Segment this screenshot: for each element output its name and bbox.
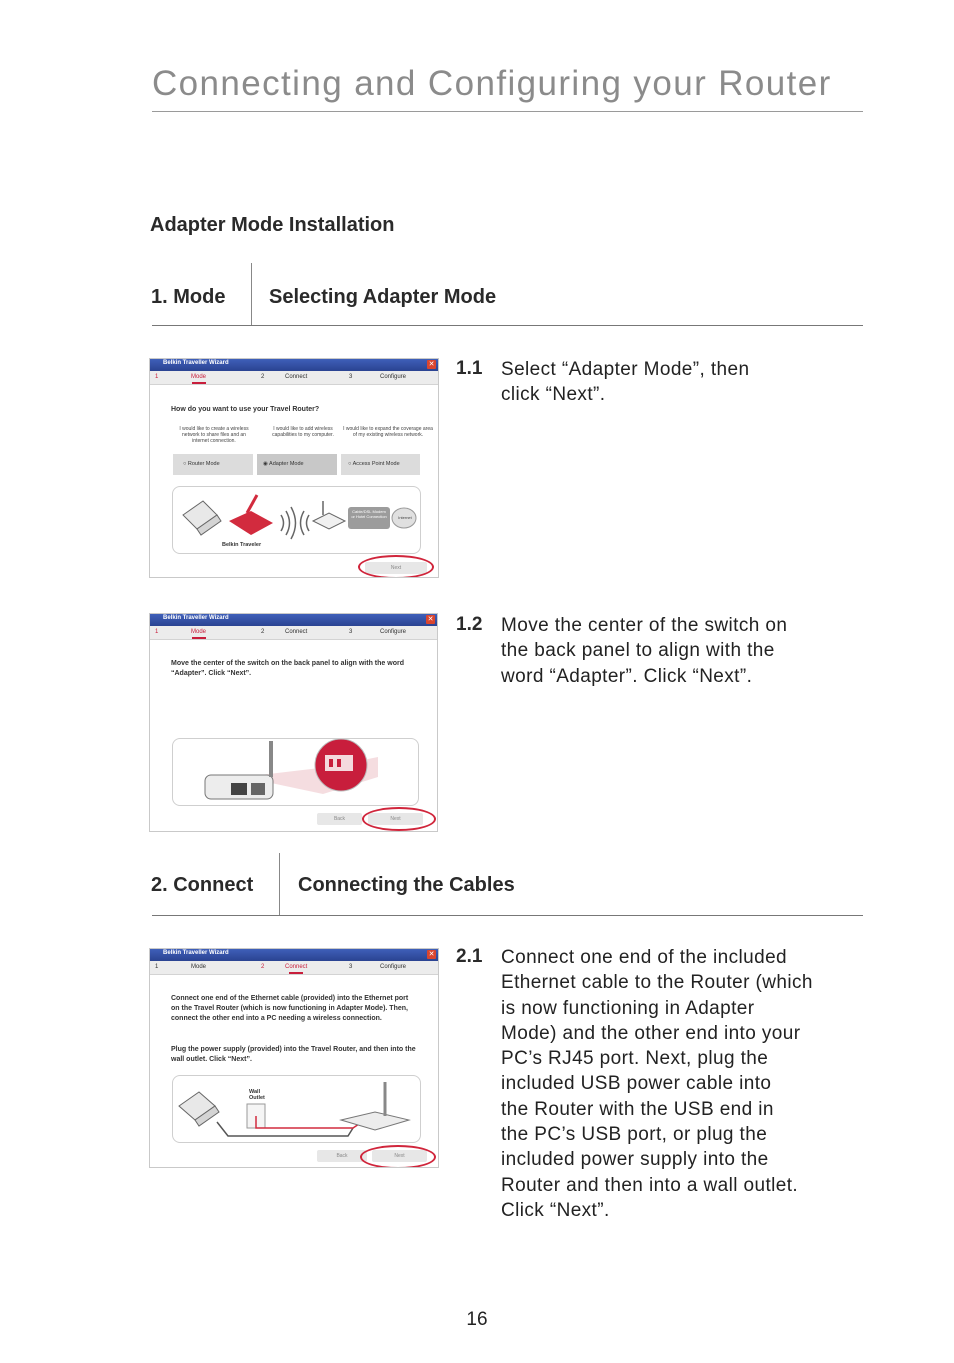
wizard-tabs xyxy=(150,371,438,385)
internet-label: Internet xyxy=(398,515,412,520)
step-text-line: the PC’s USB port, or plug the xyxy=(501,1124,768,1146)
section-heading: Adapter Mode Installation xyxy=(150,214,395,236)
step-text-line: PC’s RJ45 port. Next, plug the xyxy=(501,1048,769,1070)
back-button[interactable]: Back xyxy=(317,813,362,825)
wizard-screenshot-switch xyxy=(149,613,438,832)
highlight-circle xyxy=(362,807,436,831)
back-button[interactable]: Back xyxy=(317,1150,367,1162)
laptop-icon xyxy=(183,501,221,535)
tab-connect[interactable]: Connect xyxy=(285,964,308,970)
radio-icon: ○ xyxy=(348,461,352,467)
step-text-line: Move the center of the switch on xyxy=(501,615,788,636)
laptop-icon xyxy=(179,1092,219,1126)
ethernet-cable xyxy=(217,1122,353,1136)
step-text-line: is now functioning in Adapter xyxy=(501,997,755,1019)
section-1-number: 1. Mode xyxy=(151,286,226,308)
wizard-screenshot-mode-select xyxy=(149,358,439,578)
step-text-line: included power supply into the xyxy=(501,1149,769,1171)
tab-1-number: 1 xyxy=(155,374,159,380)
cable-diagram xyxy=(172,1075,421,1143)
wizard-title: Belkin Traveller Wizard xyxy=(163,360,229,366)
wizard-title: Belkin Traveller Wizard xyxy=(163,615,229,621)
next-button[interactable]: Next xyxy=(372,1150,427,1162)
close-icon[interactable]: ✕ xyxy=(428,361,435,368)
tab-configure[interactable]: Configure xyxy=(380,374,407,380)
tab-3-number: 3 xyxy=(349,964,353,970)
wizard-question: How do you want to use your Travel Router? xyxy=(171,406,320,413)
wizard-title-bar xyxy=(150,614,437,626)
radio-selected-icon: ◉ xyxy=(263,461,268,467)
highlight-circle xyxy=(358,555,434,578)
wizard-tabs xyxy=(150,961,438,975)
tab-underline xyxy=(192,382,206,384)
wizard-instruction: Connect one end of the Ethernet cable (provided) into the Ethernet port on the Travel Router (which is now functioning in Adapter Mode). Then, connect the other end into a PC needing a wireless connection. xyxy=(171,995,409,1022)
wifi-signal-icon xyxy=(281,507,309,539)
network-illustration xyxy=(173,487,420,553)
power-cable xyxy=(256,1116,359,1128)
tab-3-number: 3 xyxy=(349,629,353,635)
step-text-line: Select “Adapter Mode”, then xyxy=(501,359,750,380)
step-text-line: the back panel to align with the xyxy=(501,640,775,662)
highlight-circle xyxy=(360,1145,436,1168)
access-point-option[interactable] xyxy=(341,454,420,475)
tab-configure[interactable]: Configure xyxy=(380,629,407,635)
switch-zoom-icon xyxy=(315,739,367,791)
close-icon[interactable]: ✕ xyxy=(427,616,434,623)
tab-1-number: 1 xyxy=(155,964,159,970)
device-label: Belkin Traveler xyxy=(222,542,262,548)
step-text-line: Mode) and the other end into your xyxy=(501,1022,801,1044)
tab-mode[interactable]: Mode xyxy=(191,964,207,970)
access-point-device-icon xyxy=(313,501,345,529)
step-1-1-text xyxy=(501,357,749,408)
wizard-title-bar xyxy=(150,359,438,371)
step-text-line: Click “Next”. xyxy=(501,1199,610,1221)
tab-underline xyxy=(192,637,206,639)
section-2-title: Connecting the Cables xyxy=(298,874,515,896)
wizard-tabs xyxy=(150,626,437,640)
wizard-title-bar xyxy=(150,949,438,961)
step-1-1-number: 1.1 xyxy=(456,358,483,379)
step-text-line: Router and then into a wall outlet. xyxy=(501,1174,799,1196)
wizard-title: Belkin Traveller Wizard xyxy=(163,950,229,956)
section-1-title: Selecting Adapter Mode xyxy=(269,286,497,308)
belkin-traveler-router-icon xyxy=(229,495,273,535)
wall-outlet-label: Wall Outlet xyxy=(249,1089,265,1101)
step-1-2-number: 1.2 xyxy=(456,614,483,635)
tab-2-number: 2 xyxy=(261,629,265,635)
page-title: Connecting and Configuring your Router xyxy=(152,64,832,103)
next-button[interactable]: Next xyxy=(368,813,423,825)
title-divider xyxy=(152,111,863,112)
router-mode-option[interactable] xyxy=(173,454,253,475)
tab-connect[interactable]: Connect xyxy=(285,629,308,635)
step-text-line: the Router with the USB end in xyxy=(501,1098,774,1120)
tab-mode[interactable]: Mode xyxy=(191,374,207,380)
section-1-rule xyxy=(152,325,863,326)
tab-2-number: 2 xyxy=(261,374,265,380)
adapter-mode-option[interactable] xyxy=(257,454,337,475)
step-text-line: Connect one end of the included xyxy=(501,947,787,968)
step-text-line: click “Next”. xyxy=(501,384,606,406)
page-number: 16 xyxy=(466,1309,488,1330)
switch-diagram xyxy=(172,738,419,806)
option-label: Access Point Mode xyxy=(352,461,400,467)
wizard-screenshot-connect xyxy=(149,948,439,1168)
next-button[interactable]: Next xyxy=(365,562,427,574)
router-back-panel-icon xyxy=(205,741,273,799)
wizard-instruction: Plug the power supply (provided) into the Travel Router, and then into the wall outlet. Click “Next”. xyxy=(171,1046,416,1063)
step-text-line: word “Adapter”. Click “Next”. xyxy=(501,665,753,687)
wizard-instruction: Move the center of the switch on the back panel to align with the word “Adapter”. Click “Next”. xyxy=(171,660,404,677)
switch-illustration xyxy=(173,739,418,805)
section-2-number: 2. Connect xyxy=(151,874,254,896)
tab-configure[interactable]: Configure xyxy=(380,964,407,970)
section-2-rule xyxy=(152,915,863,916)
step-1-2-text xyxy=(501,613,787,689)
step-text-line: included USB power cable into xyxy=(501,1073,772,1095)
tab-underline xyxy=(289,972,303,974)
radio-icon: ○ xyxy=(183,461,187,467)
section-1-separator xyxy=(251,263,252,325)
adapter-mode-description: I would like to add wireless capabilities to my computer. xyxy=(272,426,334,438)
step-text-line: Ethernet cable to the Router (which xyxy=(501,972,813,994)
option-label: Router Mode xyxy=(187,461,220,467)
step-2-1-text xyxy=(501,945,813,1223)
close-icon[interactable]: ✕ xyxy=(428,951,435,958)
tab-connect[interactable]: Connect xyxy=(285,374,308,380)
tab-1-number: 1 xyxy=(155,629,159,635)
tab-3-number: 3 xyxy=(349,374,353,380)
access-point-description: I would like to expand the coverage area of my existing wireless network. xyxy=(343,426,433,438)
router-icon xyxy=(341,1082,409,1130)
modem-label: Cable/DSL Modem or Hotel Connection xyxy=(351,509,387,519)
network-diagram xyxy=(172,486,421,554)
option-label: Adapter Mode xyxy=(269,461,304,467)
section-2-separator xyxy=(279,853,280,915)
step-2-1-number: 2.1 xyxy=(456,946,483,967)
tab-mode[interactable]: Mode xyxy=(191,629,207,635)
router-mode-description: I would like to create a wireless network to share files and an internet connection. xyxy=(179,426,249,444)
cable-illustration xyxy=(173,1076,420,1142)
tab-2-number: 2 xyxy=(261,964,265,970)
